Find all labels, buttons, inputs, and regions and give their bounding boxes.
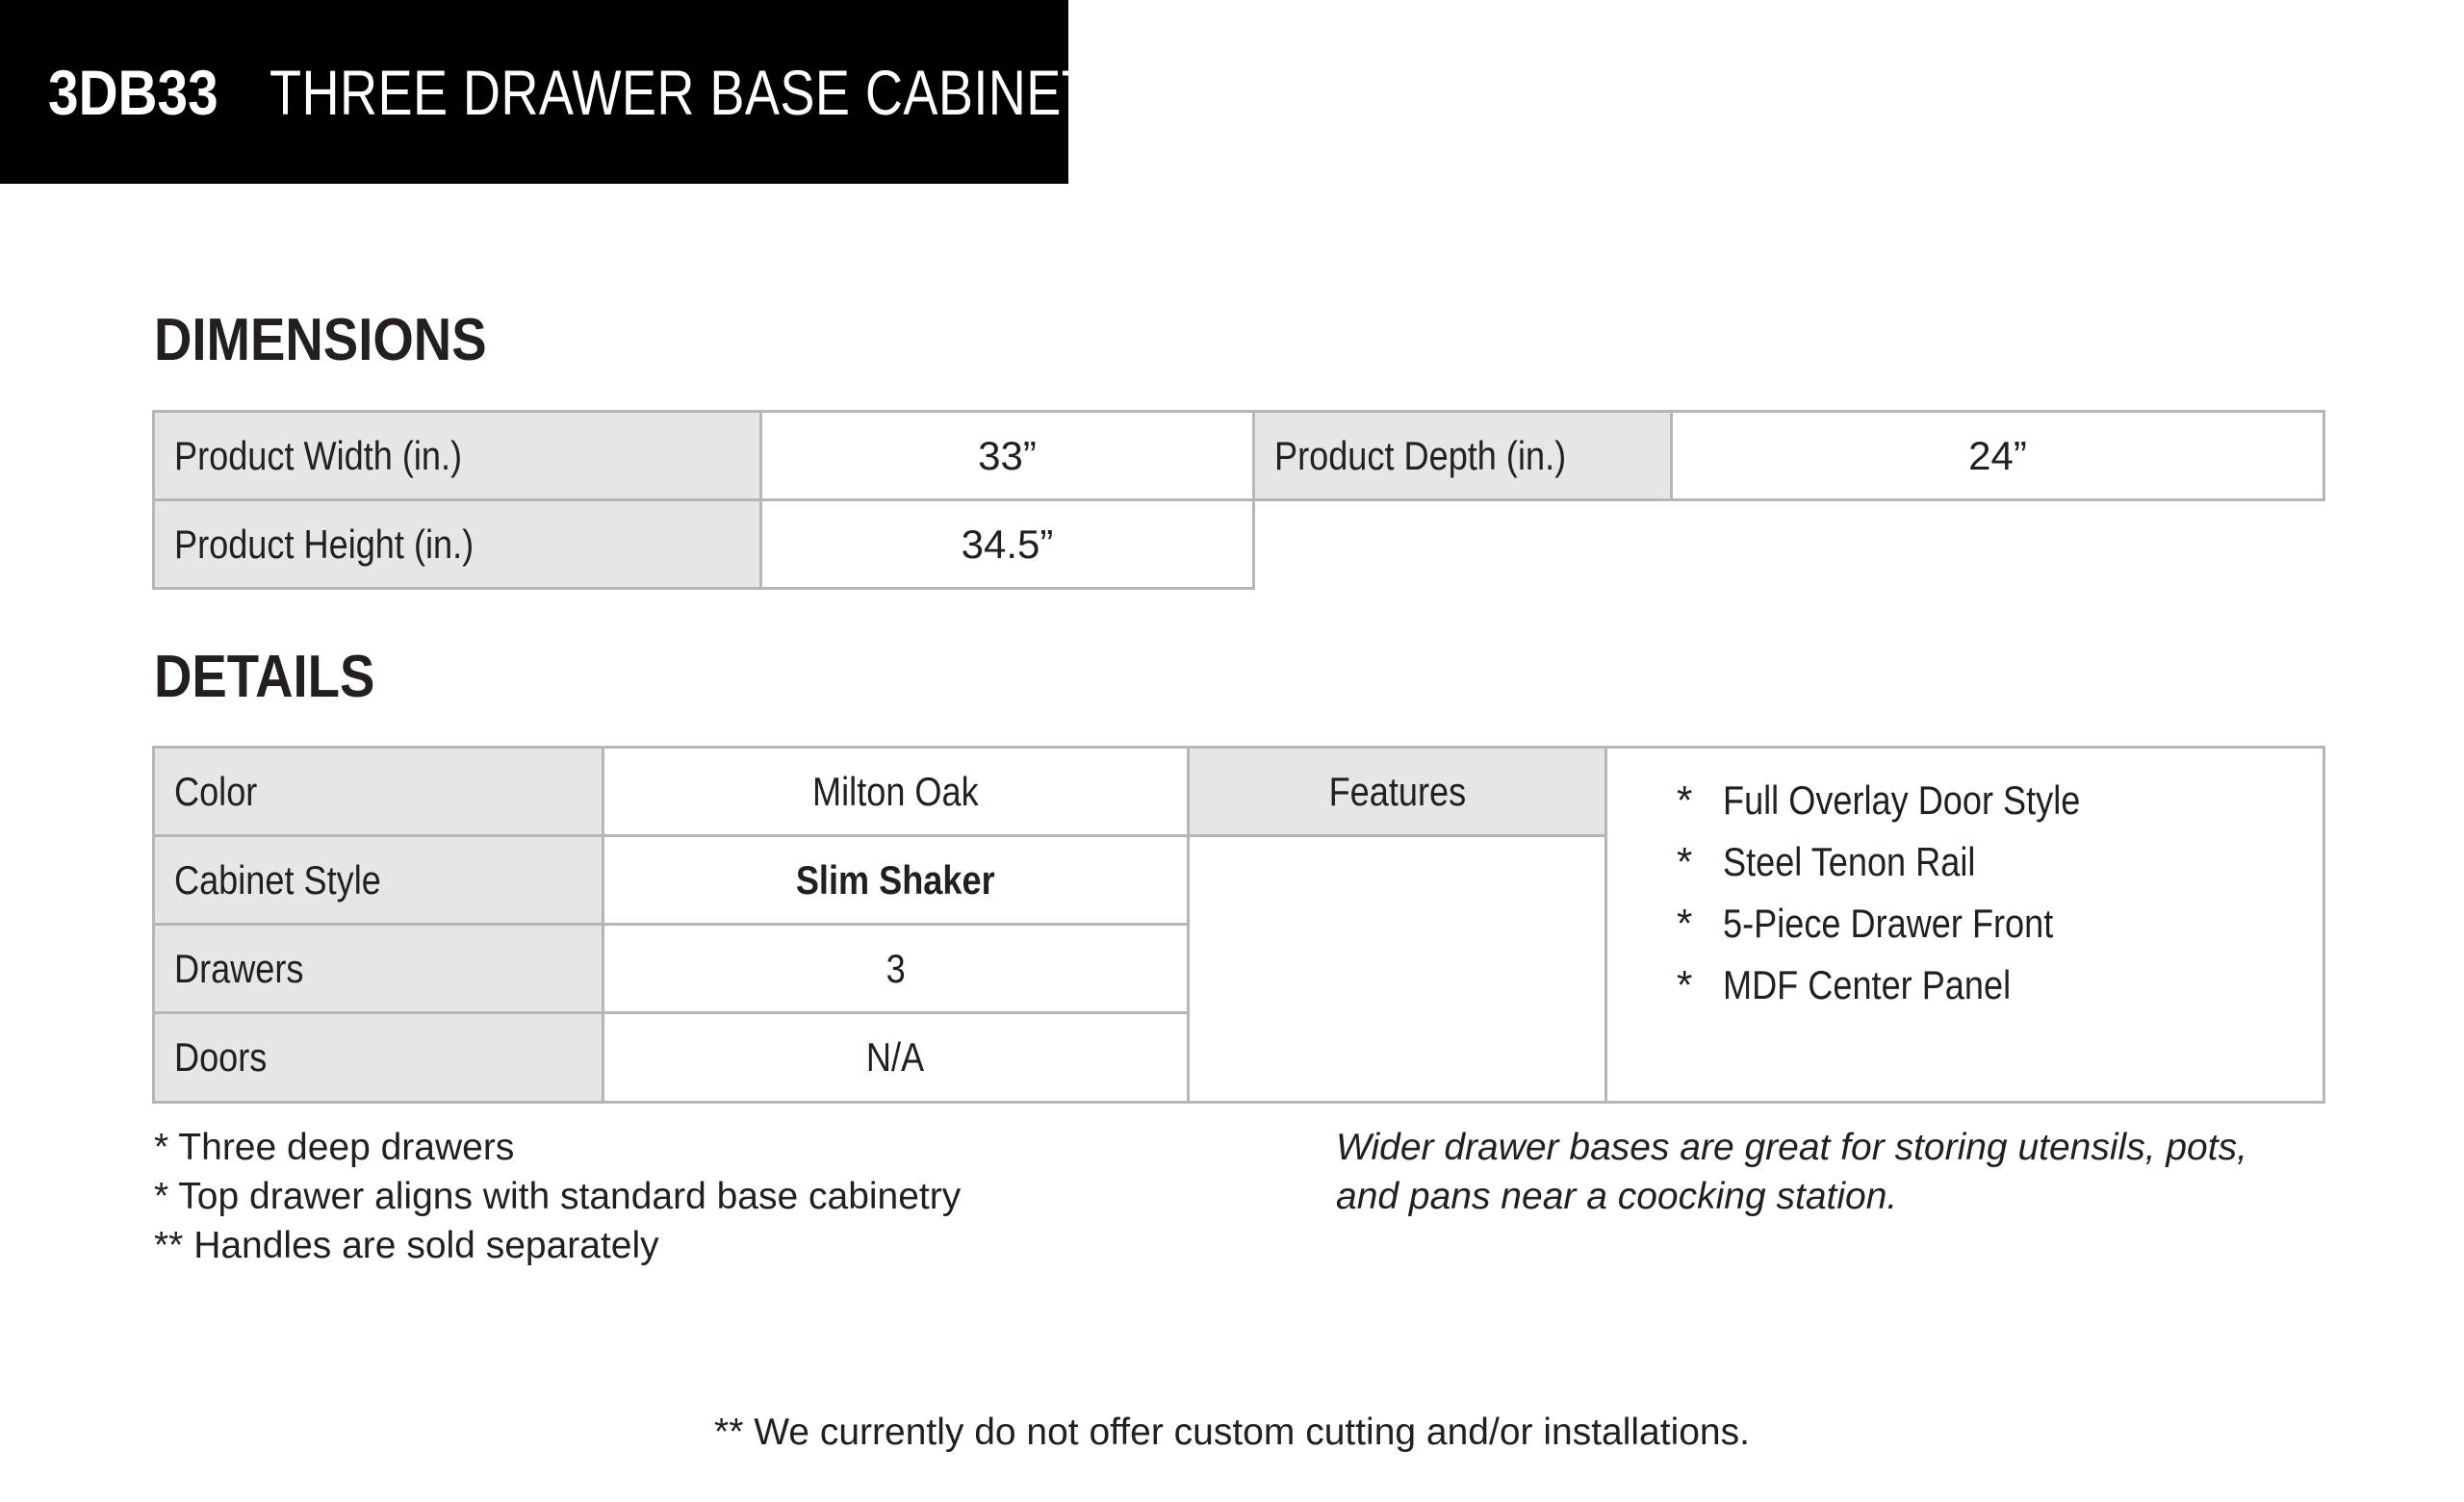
height-label-cell xyxy=(152,498,762,590)
depth-value-cell xyxy=(1670,410,2325,501)
height-value-cell xyxy=(759,498,1255,590)
color-value: Milton Oak xyxy=(812,768,979,814)
drawers-value-cell xyxy=(602,923,1190,1014)
feature-bullet: * xyxy=(1677,962,1693,1007)
drawers-label: Drawers xyxy=(174,945,304,991)
depth-label-cell xyxy=(1252,410,1673,501)
color-value-cell xyxy=(602,746,1190,837)
style-value-cell xyxy=(602,834,1190,926)
tip-line: Wider drawer bases are great for storing utensils, pots, xyxy=(1336,1127,2247,1168)
details-heading: DETAILS xyxy=(154,644,375,710)
feature-bullet: * xyxy=(1677,839,1693,884)
depth-value: 24” xyxy=(1968,432,2027,478)
features-list xyxy=(1677,770,2139,1016)
features-label: Features xyxy=(1328,768,1466,814)
dimensions-heading: DIMENSIONS xyxy=(154,307,487,373)
doors-label: Doors xyxy=(174,1034,268,1080)
product-title: THREE DRAWER BASE CABINET xyxy=(270,56,1094,128)
style-label-cell xyxy=(152,834,604,926)
feature-bullet: * xyxy=(1677,901,1693,946)
style-value: Slim Shaker xyxy=(796,856,995,903)
width-value-cell xyxy=(759,410,1255,501)
feature-bullet: * xyxy=(1677,777,1693,823)
doors-label-cell xyxy=(152,1011,604,1104)
feature-item xyxy=(1677,770,2139,831)
width-label: Product Width (in.) xyxy=(174,432,463,478)
width-value: 33” xyxy=(978,432,1037,478)
width-label-cell xyxy=(152,410,762,501)
features-spacer-cell xyxy=(1187,834,1607,1104)
feature-item xyxy=(1677,831,2139,893)
style-label: Cabinet Style xyxy=(174,856,381,903)
doors-value: N/A xyxy=(866,1034,925,1080)
depth-label: Product Depth (in.) xyxy=(1274,432,1567,478)
model-number: 3DB33 xyxy=(48,56,218,128)
doors-value-cell xyxy=(602,1011,1190,1104)
color-label-cell xyxy=(152,746,604,837)
notes xyxy=(154,1123,961,1270)
note-line: * Three deep drawers xyxy=(154,1127,515,1168)
height-value: 34.5” xyxy=(961,521,1054,567)
footer-disclaimer: ** We currently do not offer custom cutting and/or installations. xyxy=(714,1412,1750,1453)
feature-text: MDF Center Panel xyxy=(1723,962,2012,1007)
drawers-value: 3 xyxy=(886,945,906,991)
feature-item xyxy=(1677,955,2139,1016)
feature-item xyxy=(1677,893,2139,955)
feature-text: 5-Piece Drawer Front xyxy=(1723,901,2054,946)
usage-tip xyxy=(1336,1123,2247,1221)
feature-text: Steel Tenon Rail xyxy=(1723,839,1976,884)
note-line: * Top drawer aligns with standard base cabinetry xyxy=(154,1176,962,1217)
header-banner xyxy=(0,0,1094,184)
drawers-label-cell xyxy=(152,923,604,1014)
height-label: Product Height (in.) xyxy=(174,521,475,567)
features-label-cell xyxy=(1187,746,1607,837)
note-line: ** Handles are sold separately xyxy=(154,1225,659,1266)
tip-line: and pans near a coocking station. xyxy=(1336,1176,1898,1217)
color-label: Color xyxy=(174,768,258,814)
feature-text: Full Overlay Door Style xyxy=(1723,777,2081,823)
